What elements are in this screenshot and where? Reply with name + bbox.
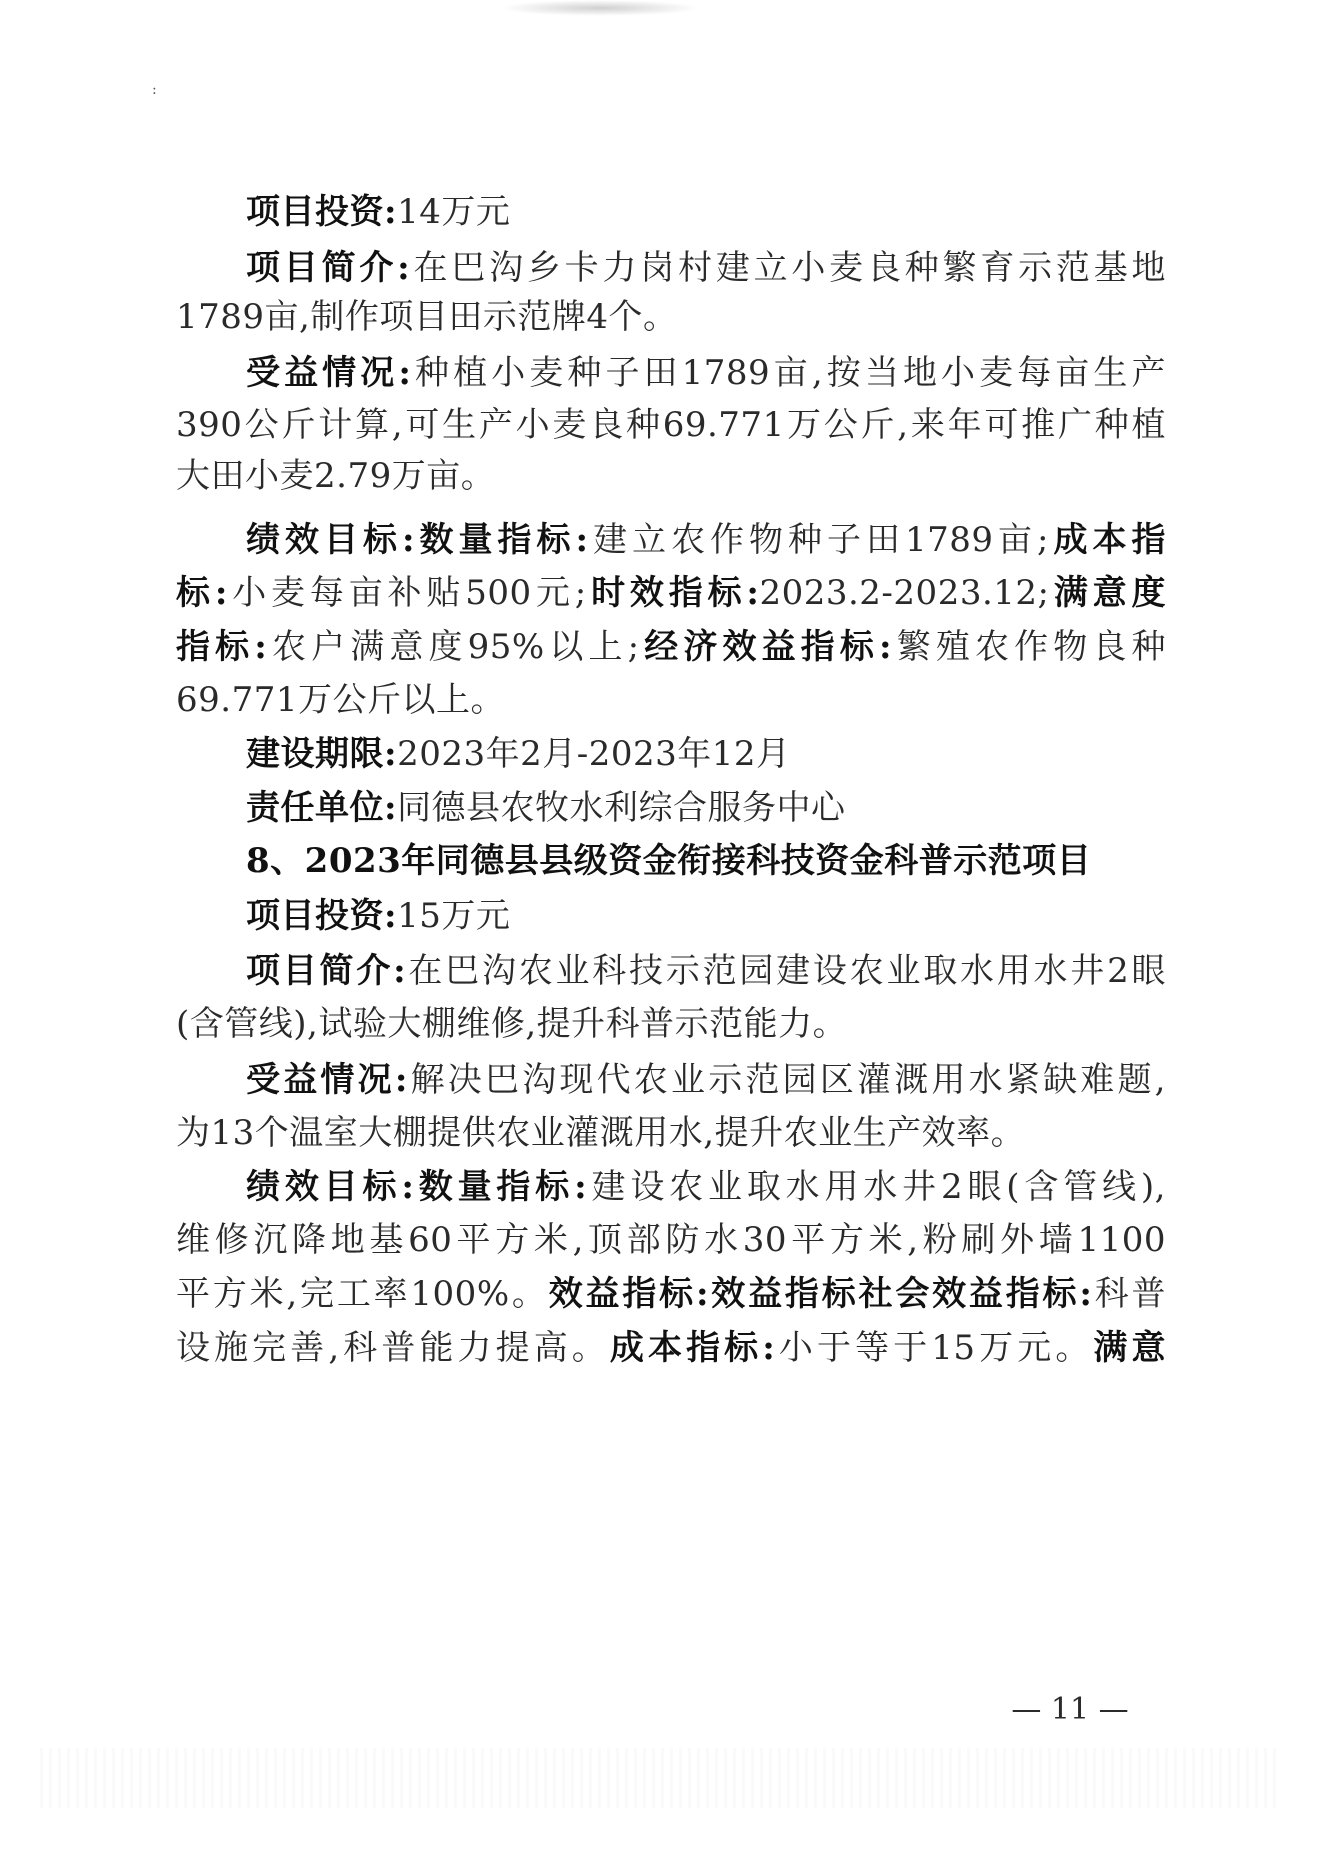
field-label: 项目简介:: [246, 248, 411, 288]
benefit-line: [176, 352, 1166, 394]
field-label: 受益情况:: [246, 1060, 408, 1100]
indicator-label: 满意: [1093, 1328, 1167, 1368]
field-value: 在巴沟乡卡力岗村建立小麦良种繁育示范基地: [410, 248, 1166, 288]
indicator-label: 效益指标社会效益指标:: [709, 1274, 1093, 1314]
field-label: 项目简介:: [246, 951, 407, 991]
benefit-continuation: 390公斤计算,可生产小麦良种69.771万公斤,来年可推广种植: [176, 405, 1166, 445]
performance-continuation: [176, 1327, 1166, 1369]
indicator-value: 设施完善,科普能力提高。: [176, 1328, 610, 1368]
responsible-unit-line: [176, 787, 1166, 829]
indicator-value: 农户满意度95%以上;: [267, 627, 640, 667]
scan-artifact-bottom: [40, 1748, 1280, 1808]
page-number: — 11 —: [1011, 1692, 1129, 1727]
field-value: 同德县农牧水利综合服务中心: [397, 788, 846, 828]
summary-continuation: 1789亩,制作项目田示范牌4个。: [176, 297, 678, 337]
field-label: 受益情况:: [246, 353, 412, 393]
field-label: 绩效目标:: [246, 520, 416, 560]
field-value: 14万元: [397, 192, 511, 232]
performance-continuation: [176, 626, 1166, 668]
indicator-label: 指标:: [176, 627, 268, 667]
scan-artifact-top: [500, 0, 700, 16]
indicator-label: 成本指: [1049, 520, 1167, 560]
stray-mark: :: [152, 82, 157, 98]
indicator-value: 繁殖农作物良种: [892, 627, 1166, 667]
project-heading: [176, 840, 1166, 882]
field-value: 15万元: [397, 896, 511, 936]
performance-line: [176, 519, 1166, 561]
indicator-label: 经济效益指标:: [639, 627, 893, 667]
summary-line: [176, 247, 1166, 289]
indicator-label: 标:: [176, 573, 228, 613]
investment-line: [176, 191, 1166, 233]
performance-line: [176, 1166, 1166, 1208]
performance-continuation: [176, 572, 1166, 614]
performance-continuation: 69.771万公斤以上。: [176, 680, 505, 720]
indicator-label: 成本指标:: [609, 1328, 776, 1368]
performance-continuation: 维修沉降地基60平方米,顶部防水30平方米,粉刷外墙1100: [176, 1220, 1166, 1260]
investment-line: [176, 895, 1166, 937]
benefit-continuation: 大田小麦2.79万亩。: [176, 456, 496, 496]
benefit-line: [176, 1059, 1166, 1101]
field-label: 绩效目标:: [246, 1167, 415, 1207]
indicator-label: 效益指标:: [548, 1274, 709, 1314]
indicator-value: 平方米,完工率100%。: [176, 1274, 549, 1314]
indicator-label: 数量指标:: [414, 1167, 588, 1207]
indicator-value: 建设农业取水用水井2眼(含管线),: [587, 1167, 1166, 1207]
indicator-label: 满意度: [1049, 573, 1166, 613]
period-line: [176, 733, 1166, 775]
indicator-label: 数量指标:: [415, 520, 589, 560]
field-label: 责任单位:: [246, 788, 398, 828]
field-value: 种植小麦种子田1789亩,按当地小麦每亩生产: [411, 353, 1166, 393]
summary-line: [176, 950, 1166, 992]
performance-continuation: [176, 1273, 1166, 1315]
indicator-value: 2023.2-2023.12;: [759, 573, 1050, 613]
indicator-value: 小麦每亩补贴500元;: [227, 573, 587, 613]
field-label: 项目投资:: [246, 896, 398, 936]
summary-continuation: (含管线),试验大棚维修,提升科普示范能力。: [176, 1004, 848, 1044]
project-title: 8、2023年同德县县级资金衔接科技资金科普示范项目: [246, 841, 1092, 881]
indicator-value: 建立农作物种子田1789亩;: [588, 520, 1050, 560]
indicator-value: 小于等于15万元。: [775, 1328, 1094, 1368]
field-label: 建设期限:: [246, 734, 398, 774]
indicator-label: 时效指标:: [586, 573, 760, 613]
field-value: 在巴沟农业科技示范园建设农业取水用水井2眼: [406, 951, 1166, 991]
field-value: 2023年2月-2023年12月: [397, 734, 791, 774]
indicator-value: 科普: [1092, 1274, 1166, 1314]
field-value: 解决巴沟现代农业示范园区灌溉用水紧缺难题,: [407, 1060, 1166, 1100]
field-label: 项目投资:: [246, 192, 398, 232]
benefit-continuation: 为13个温室大棚提供农业灌溉用水,提升农业生产效率。: [176, 1113, 1026, 1153]
